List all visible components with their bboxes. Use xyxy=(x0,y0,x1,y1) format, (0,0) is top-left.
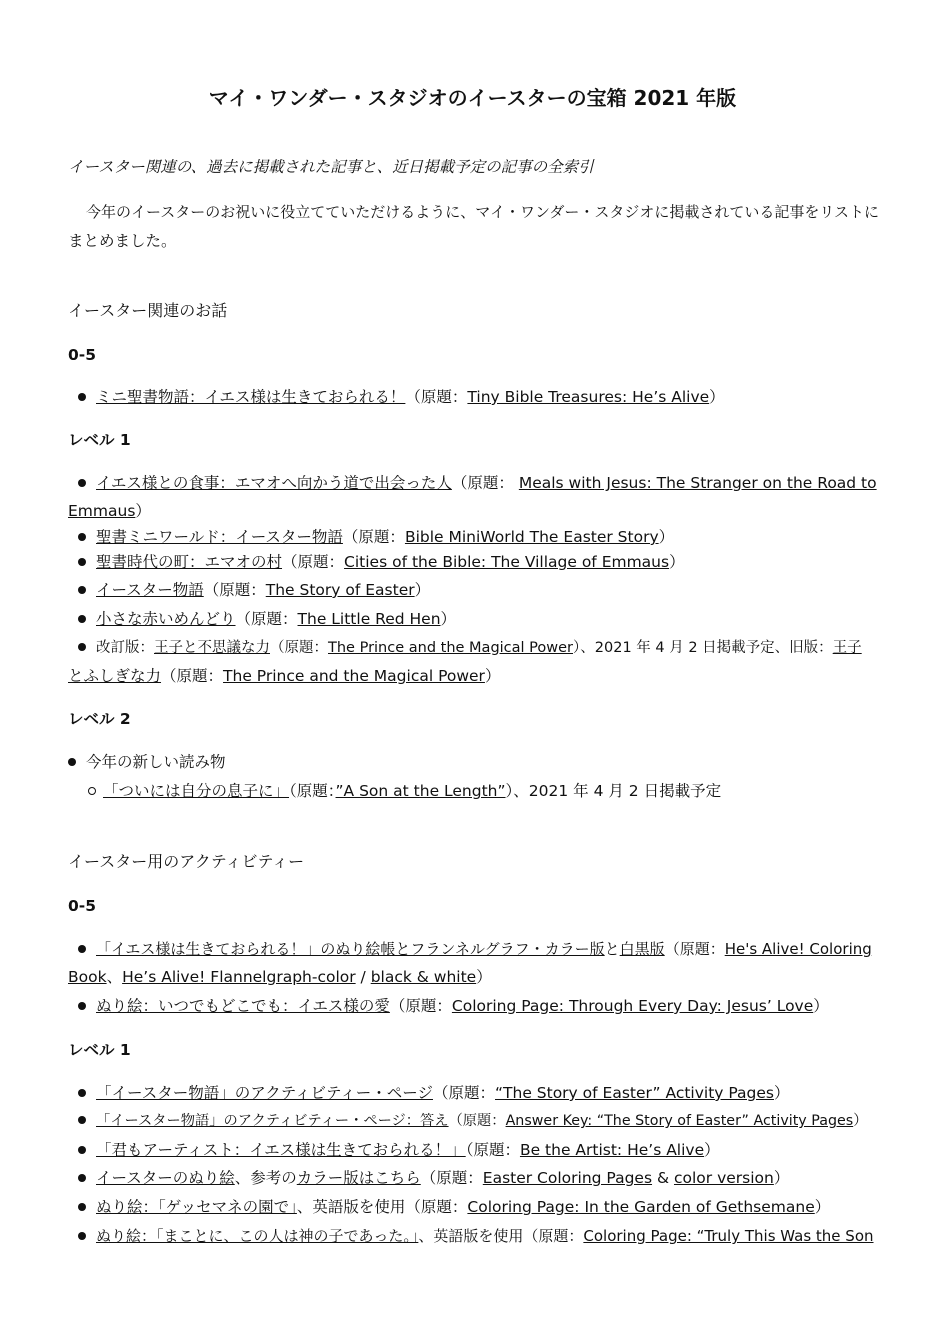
list-item: ぬり絵：「まことに、この人は神の子であった。」、英語版を使用（原題：Coloring Page: “Truly This Was the Son xyxy=(78,1226,874,1246)
activity-link[interactable]: ぬり絵：「まことに、この人は神の子であった。」 xyxy=(96,1227,419,1245)
page-title: マイ・ワンダー・スタジオのイースターの宝箱 2021 年版 xyxy=(208,86,737,110)
list-item: 「イエス様は生きておられる！」のぬり絵帳とフランネルグラフ・カラー版と白黒版（原題：He's Alive! Coloring xyxy=(78,939,872,959)
intro-line-2: まとめました。 xyxy=(68,232,177,250)
bullet-icon xyxy=(78,643,86,651)
original-title-link[interactable]: The Prince and the Magical Power xyxy=(223,667,485,685)
story-link[interactable]: 小さな赤いめんどり xyxy=(96,610,236,628)
activity-link[interactable]: 「イエス様は生きておられる！」のぬり絵帳とフランネルグラフ・カラー版 xyxy=(96,940,605,958)
original-title-link[interactable]: Coloring Page: In the Garden of Gethsemane xyxy=(467,1198,815,1216)
bullet-icon xyxy=(78,1002,86,1010)
activity-link[interactable]: ぬり絵：いつでもどこでも：イエス様の愛 xyxy=(96,997,390,1015)
original-title-link[interactable]: Bible MiniWorld The Easter Story xyxy=(404,528,659,546)
bullet-icon xyxy=(78,1089,86,1097)
list-item: イエス様との食事：エマオへ向かう道で出会った人（原題： Meals with Jesus: The Stranger on the Road to xyxy=(78,473,877,493)
old-version-link[interactable]: 王子 xyxy=(832,640,862,656)
original-title-link[interactable]: Easter Coloring Pages xyxy=(482,1169,653,1187)
list-item: イースターのぬり絵、参考のカラー版はこちら（原題：Easter Coloring Pages & color version） xyxy=(78,1168,789,1188)
bullet-icon xyxy=(78,945,86,953)
original-title-link[interactable]: black & white xyxy=(370,968,477,986)
original-title-link[interactable]: Coloring Page: Through Every Day: Jesus’ Love xyxy=(451,997,814,1015)
original-title-link[interactable]: Coloring Page: “Truly This Was the Son xyxy=(583,1227,874,1245)
story-link[interactable]: 聖書ミニワールド：イースター物語 xyxy=(96,528,343,546)
list-item: 「君もアーティスト：イエス様は生きておられる！」（原題：Be the Artist: He’s Alive） xyxy=(78,1140,720,1160)
activities-heading: イースター用のアクティビティー xyxy=(68,852,305,871)
original-title-link[interactable]: color version xyxy=(673,1169,774,1187)
story-link[interactable]: ミニ聖書物語：イエス様は生きておられる！ xyxy=(96,388,406,406)
list-item: ぬり絵：「ゲッセマネの園で」、英語版を使用（原題：Coloring Page: In the Garden of Gethsemane） xyxy=(78,1197,830,1217)
story-link[interactable]: 王子と不思議な力 xyxy=(154,640,270,656)
bullet-icon xyxy=(78,1116,86,1124)
original-title-link[interactable]: Meals with Jesus: The Stranger on the Road to xyxy=(518,474,877,492)
subtitle: イースター関連の、過去に掲載された記事と、近日掲載予定の記事の全索引 xyxy=(68,158,594,176)
old-version-link[interactable]: とふしぎな力 xyxy=(68,667,162,685)
activities-level-1: レベル 1 xyxy=(68,1041,131,1059)
original-title-link[interactable]: He’s Alive! Flannelgraph-color xyxy=(122,968,356,986)
original-title-link[interactable]: The Story of Easter xyxy=(265,581,415,599)
bullet-icon xyxy=(78,586,86,594)
list-item: 改訂版：王子と不思議な力（原題：The Prince and the Magical Power）、2021 年 4 月 2 日掲載予定、旧版：王子 xyxy=(78,638,862,658)
story-link[interactable]: 聖書時代の町：エマオの村 xyxy=(96,553,283,571)
original-title-link[interactable]: The Prince and the Magical Power xyxy=(328,640,574,656)
activities-level-0-5: 0-5 xyxy=(68,897,97,915)
bullet-icon xyxy=(78,1203,86,1211)
list-item-continuation: Book、He’s Alive! Flannelgraph-color / black & white） xyxy=(68,968,492,986)
original-title-link[interactable]: Emmaus xyxy=(68,502,136,520)
list-item: 聖書ミニワールド：イースター物語（原題：Bible MiniWorld The Easter Story） xyxy=(78,527,674,547)
list-item: 「イースター物語」のアクティビティー・ページ：答え（原題：Answer Key: “The Story of Easter” Activity Pages） xyxy=(78,1111,867,1131)
activity-link[interactable]: 「イースター物語」のアクティビティー・ページ：答え xyxy=(96,1113,449,1129)
bullet-icon xyxy=(78,558,86,566)
bullet-icon xyxy=(78,1146,86,1154)
original-title-link[interactable]: The Little Red Hen xyxy=(297,610,441,628)
original-title-link[interactable]: “The Story of Easter” Activity Pages xyxy=(495,1084,774,1102)
story-link[interactable]: イースター物語 xyxy=(96,581,204,599)
bullet-icon xyxy=(68,758,76,766)
bullet-icon xyxy=(78,533,86,541)
stories-level-1: レベル 1 xyxy=(68,431,131,449)
activity-link[interactable]: 「イースター物語」のアクティビティー・ページ xyxy=(96,1084,433,1102)
list-item-continuation: とふしぎな力（原題：The Prince and the Magical Power） xyxy=(68,667,501,685)
original-title-link[interactable]: Answer Key: “The Story of Easter” Activity Pages xyxy=(505,1113,854,1129)
bullet-icon xyxy=(78,1174,86,1182)
activity-link[interactable]: カラー版はこちら xyxy=(296,1169,421,1187)
original-title-link[interactable]: ”A Son at the Length” xyxy=(335,782,506,800)
activity-link[interactable]: 白黒版 xyxy=(619,940,665,958)
bullet-icon xyxy=(78,479,86,487)
circle-bullet-icon xyxy=(88,787,96,795)
original-title-link[interactable]: He's Alive! Coloring xyxy=(724,940,872,958)
bullet-icon xyxy=(78,393,86,401)
list-item: ミニ聖書物語：イエス様は生きておられる！（原題：Tiny Bible Treasures: He’s Alive） xyxy=(78,387,725,407)
list-item: 聖書時代の町：エマオの村（原題：Cities of the Bible: The Village of Emmaus） xyxy=(78,552,685,572)
sub-list-item: 「ついには自分の息子に」（原題：”A Son at the Length”）、2021 年 4 月 2 日掲載予定 xyxy=(88,781,721,801)
stories-level-2: レベル 2 xyxy=(68,710,131,728)
original-title-link[interactable]: Book xyxy=(68,968,107,986)
activity-link[interactable]: イースターのぬり絵 xyxy=(96,1169,235,1187)
list-item: 小さな赤いめんどり（原題：The Little Red Hen） xyxy=(78,609,456,629)
bullet-icon xyxy=(78,1232,86,1240)
list-item: ぬり絵：いつでもどこでも：イエス様の愛（原題：Coloring Page: Through Every Day: Jesus’ Love） xyxy=(78,996,829,1016)
original-title-link[interactable]: Be the Artist: He’s Alive xyxy=(519,1141,705,1159)
list-item-continuation: Emmaus） xyxy=(68,502,151,520)
stories-level-0-5: 0-5 xyxy=(68,346,97,364)
original-title-link[interactable]: Tiny Bible Treasures: He’s Alive xyxy=(467,388,710,406)
activity-link[interactable]: 「君もアーティスト：イエス様は生きておられる！」 xyxy=(96,1141,466,1159)
intro-line-1: 今年のイースターのお祝いに役立てていただけるように、マイ・ワンダー・スタジオに掲載されている記事をリストに xyxy=(86,203,880,221)
list-item: イースター物語（原題：The Story of Easter） xyxy=(78,580,430,600)
list-item: 今年の新しい読み物 xyxy=(68,752,226,772)
story-link[interactable]: 「ついには自分の息子に」 xyxy=(103,782,290,800)
activity-link[interactable]: ぬり絵：「ゲッセマネの園で」 xyxy=(96,1198,297,1216)
stories-heading: イースター関連のお話 xyxy=(68,301,228,320)
original-title-link[interactable]: Cities of the Bible: The Village of Emmaus xyxy=(344,553,670,571)
story-link[interactable]: イエス様との食事：エマオへ向かう道で出会った人 xyxy=(96,474,452,492)
list-item: 「イースター物語」のアクティビティー・ページ（原題：“The Story of Easter” Activity Pages） xyxy=(78,1083,790,1103)
bullet-icon xyxy=(78,615,86,623)
